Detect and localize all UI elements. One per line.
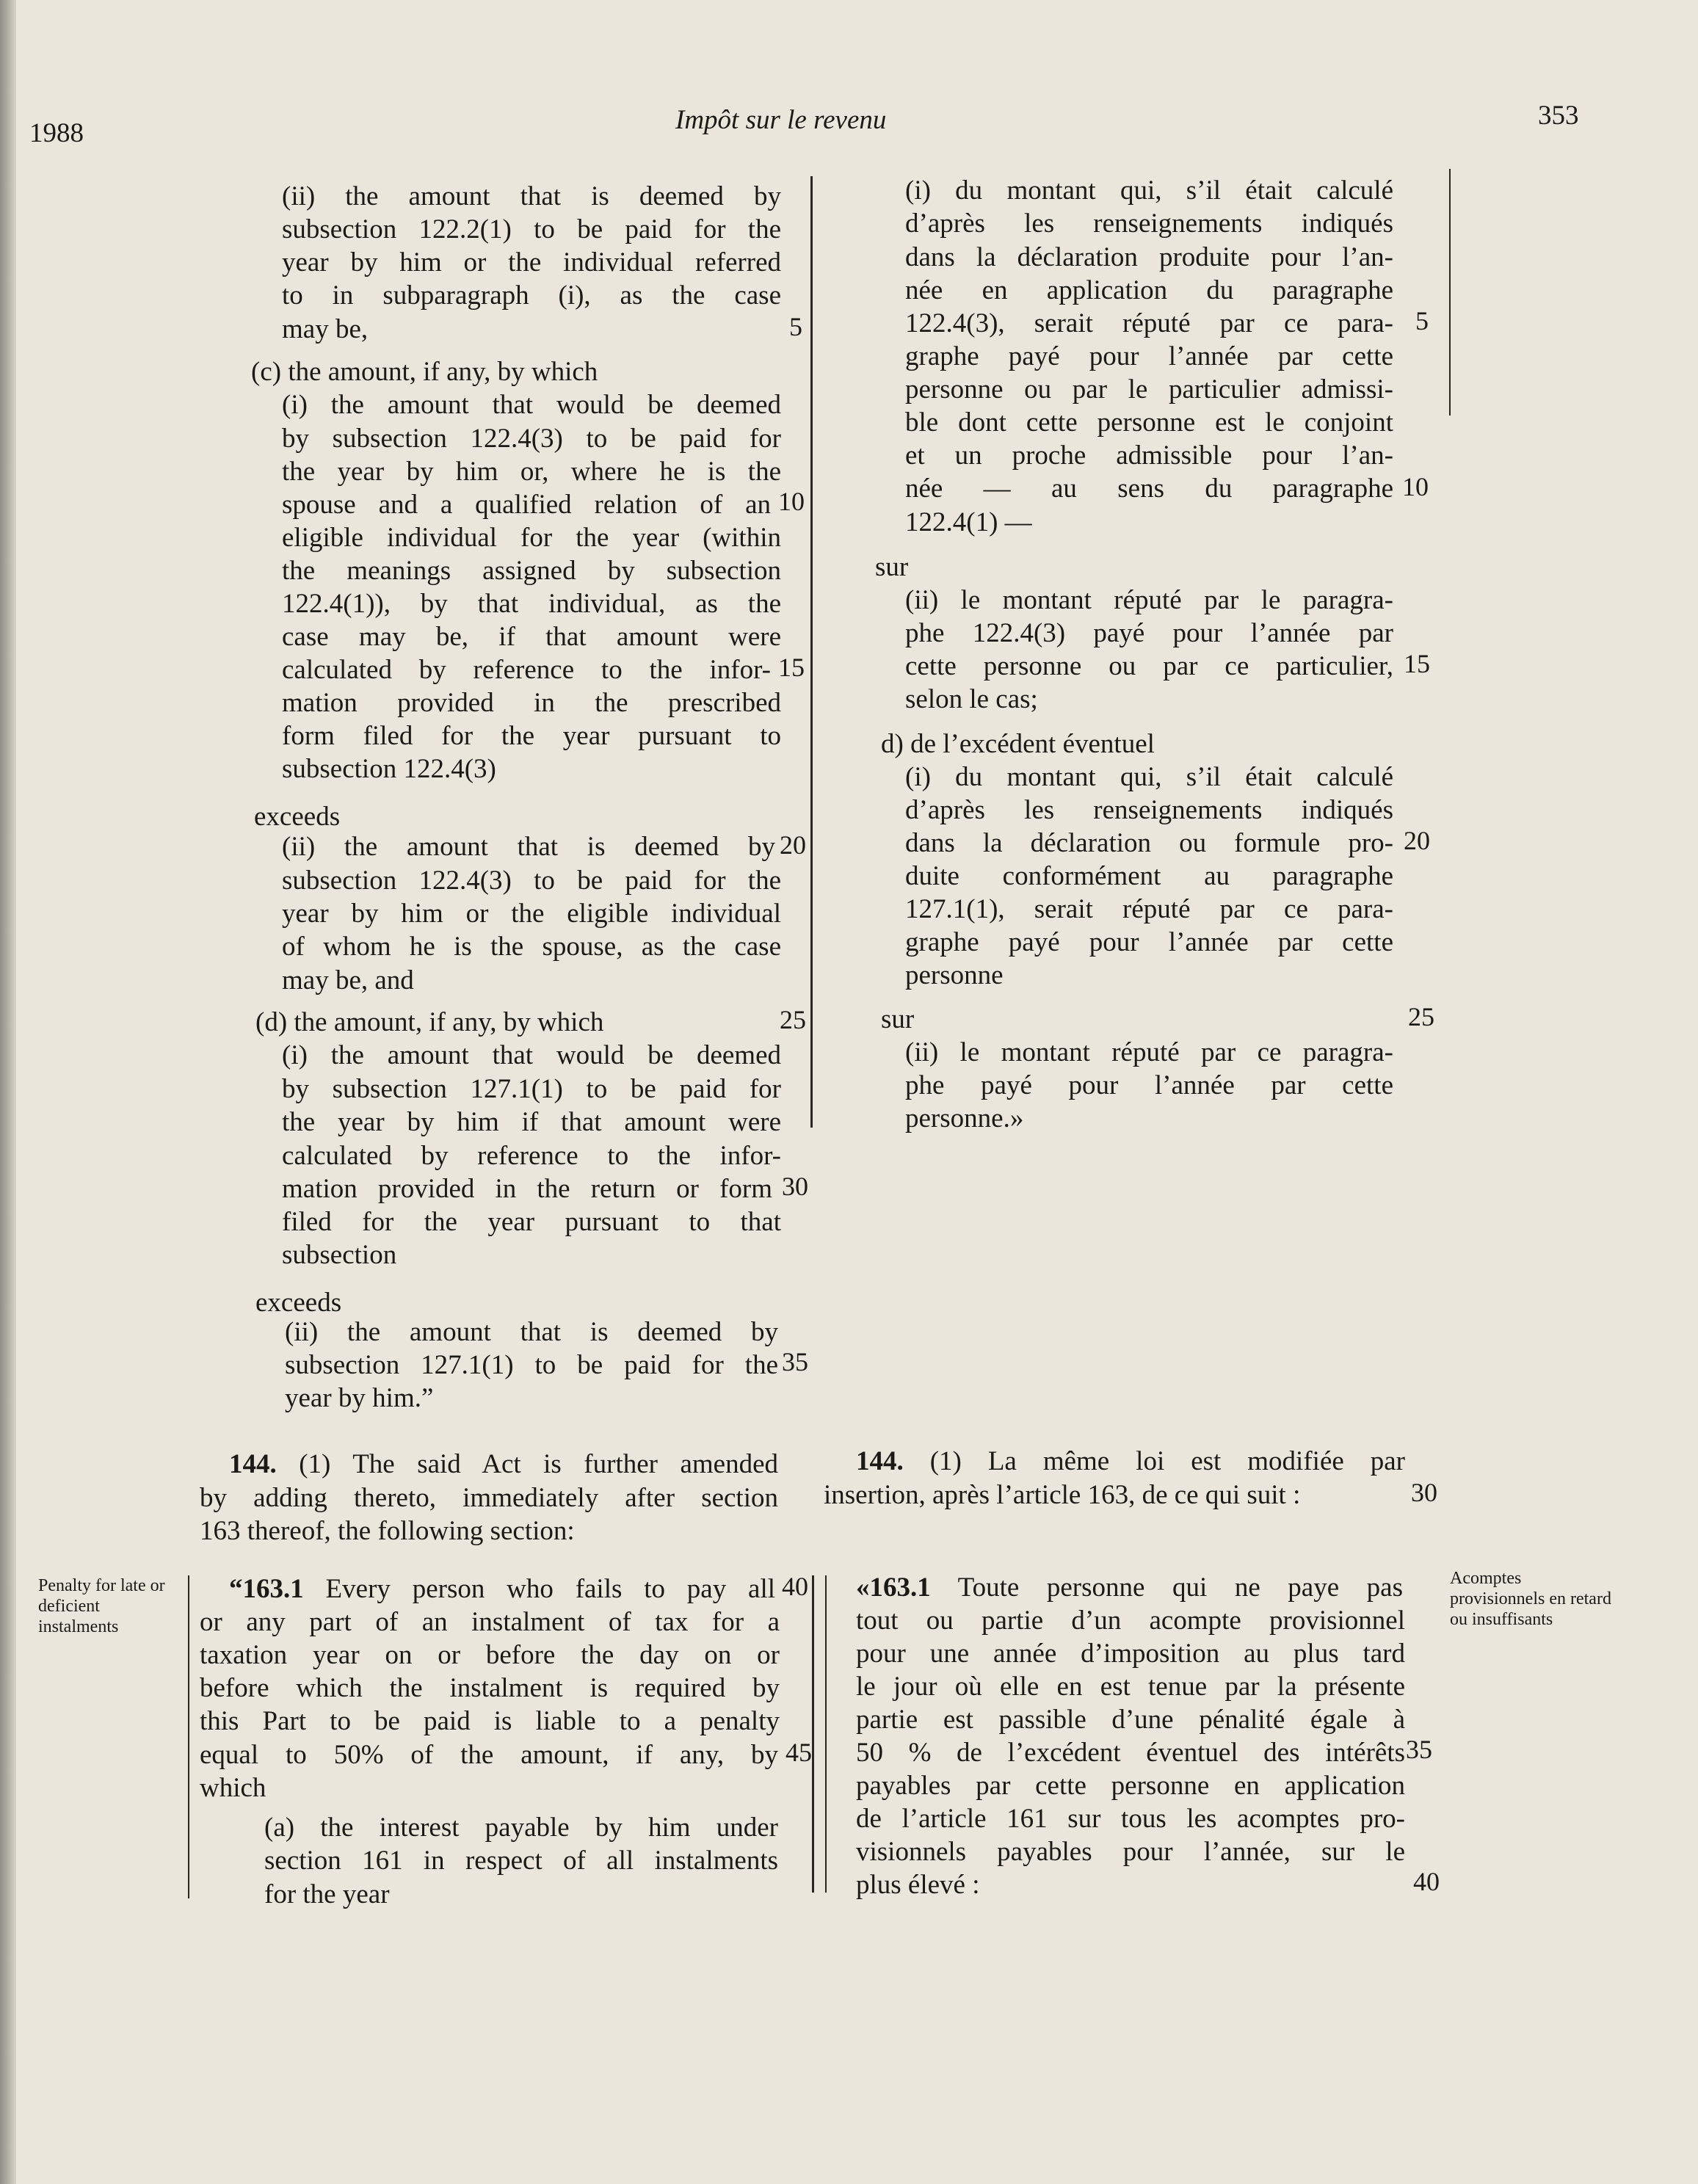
fr-section-144-heading — [856, 1445, 1405, 1479]
en-exceeds: exceeds — [254, 802, 341, 832]
fr-line: née en application du paragraphe — [905, 275, 1393, 305]
en-line: 163 thereof, the following section: — [200, 1516, 575, 1546]
fr-line: (ii) le montant réputé par ce paragra- — [905, 1037, 1393, 1067]
header-page-number: 353 — [1538, 101, 1579, 131]
en-line: by subsection 127.1(1) to be paid for — [282, 1074, 781, 1104]
fr-line-number: 5 — [1415, 306, 1429, 335]
en-para-a-line: section 161 in respect of all instalments — [264, 1846, 778, 1876]
en-line: subsection 127.1(1) to be paid for the — [285, 1350, 778, 1380]
en-line: the year by him if that amount were — [282, 1107, 781, 1137]
en-line: may be, — [282, 314, 369, 344]
en-line-number: 10 — [778, 487, 805, 516]
fr-line-number: 30 — [1411, 1478, 1437, 1507]
fr-line: d’après les renseignements indiqués — [905, 795, 1393, 825]
fr-line-number: 20 — [1404, 826, 1430, 855]
en-line: the meanings assigned by subsection — [282, 556, 781, 586]
fr-line: (i) du montant qui, s’il était calculé — [905, 175, 1393, 206]
fr-line: 122.4(1) — — [905, 507, 1032, 537]
en-line: by subsection 122.4(3) to be paid for — [282, 424, 781, 454]
fr-line: graphe payé pour l’année par cette — [905, 341, 1393, 371]
fr-line: phe payé pour l’année par cette — [905, 1070, 1393, 1100]
en-line: subsection 122.4(3) to be paid for the — [282, 866, 781, 896]
en-line: subsection 122.4(3) — [282, 754, 496, 784]
en-line: the year by him or, where he is the — [282, 457, 781, 487]
en-line: by adding thereto, immediately after section — [200, 1483, 778, 1513]
fr-line: visionnels payables pour l’année, sur le — [856, 1837, 1405, 1867]
fr-line: 50 % de l’excédent éventuel des intérêts — [856, 1738, 1405, 1768]
fr-line-number: 15 — [1404, 649, 1430, 678]
fr-para-d: d) de l’excédent éventuel — [881, 729, 1155, 759]
en-section-163-1-heading — [229, 1572, 775, 1606]
fr-line: dans la déclaration ou formule pro- — [905, 828, 1393, 858]
en-line: (ii) the amount that is deemed by — [282, 181, 781, 211]
en-section-163-1-text: Every person who fails to pay all — [303, 1574, 775, 1604]
en-line: mation provided in the return or form — [282, 1174, 772, 1204]
en-line-number: 30 — [782, 1172, 808, 1201]
fr-line: cette personne ou par ce particulier, — [905, 651, 1393, 681]
header-title: Impôt sur le revenu — [675, 105, 887, 135]
margin-rule — [188, 1575, 189, 1898]
header-year: 1988 — [29, 118, 84, 148]
fr-line: tout ou partie d’un acompte provisionnel — [856, 1606, 1405, 1636]
en-section-144-number: 144. — [229, 1449, 277, 1479]
en-line: to in subparagraph (i), as the case — [282, 280, 781, 311]
fr-section-163-1-heading — [856, 1571, 1403, 1605]
en-line: this Part to be paid is liable to a penalty — [200, 1706, 780, 1736]
en-section-144-heading — [229, 1448, 778, 1481]
en-line: filed for the year pursuant to that — [282, 1207, 781, 1237]
fr-line: pour une année d’imposition au plus tard — [856, 1639, 1405, 1669]
fr-line: dans la déclaration produite pour l’an- — [905, 242, 1393, 272]
fr-line: ble dont cette personne est le conjoint — [905, 407, 1393, 438]
en-line: may be, and — [282, 965, 414, 995]
margin-rule — [825, 1575, 827, 1893]
fr-line: payables par cette personne en application — [856, 1771, 1405, 1801]
en-line: mation provided in the prescribed — [282, 688, 781, 718]
en-line: eligible individual for the year (within — [282, 523, 781, 553]
fr-section-144-number: 144. — [856, 1446, 904, 1476]
column-divider-rule — [812, 1575, 814, 1893]
en-line: calculated by reference to the infor- — [282, 1141, 781, 1171]
fr-line: personne ou par le particulier admissi- — [905, 374, 1393, 404]
fr-line: insertion, après l’article 163, de ce qui suit : — [824, 1480, 1301, 1510]
en-section-144-text: (1) The said Act is further amended — [276, 1449, 778, 1479]
column-divider-rule — [810, 176, 813, 1128]
fr-sur: sur — [875, 552, 909, 582]
fr-line-number: 40 — [1413, 1867, 1440, 1896]
en-line: year by him or the individual referred — [282, 247, 781, 277]
fr-sur: sur — [881, 1004, 915, 1034]
fr-line: le jour où elle en est tenue par la présente — [856, 1672, 1405, 1702]
fr-line: d’après les renseignements indiqués — [905, 208, 1393, 239]
en-line: (i) the amount that would be deemed — [282, 390, 781, 420]
en-para-d: (d) the amount, if any, by which — [255, 1007, 604, 1037]
fr-line-number: 10 — [1402, 472, 1429, 501]
fr-line: (ii) le montant réputé par le paragra- — [905, 585, 1393, 615]
en-line: (i) the amount that would be deemed — [282, 1040, 781, 1070]
en-line: (ii) the amount that is deemed by — [282, 832, 775, 862]
en-line: case may be, if that amount were — [282, 622, 781, 652]
en-margin-note: Penalty for late or deficient instalments — [38, 1576, 165, 1636]
en-line: (ii) the amount that is deemed by — [285, 1317, 778, 1347]
en-line-number: 40 — [782, 1572, 808, 1601]
fr-line: duite conformément au paragraphe — [905, 861, 1393, 891]
en-line: year by him.” — [285, 1383, 434, 1413]
fr-line: (i) du montant qui, s’il était calculé — [905, 762, 1393, 792]
margin-rule — [1449, 169, 1451, 416]
fr-line-number: 35 — [1406, 1735, 1432, 1764]
en-line-number: 15 — [778, 653, 805, 682]
fr-line: phe 122.4(3) payé pour l’année par — [905, 618, 1393, 648]
en-line: or any part of an instalment of tax for a — [200, 1607, 780, 1637]
en-para-a-line: for the year — [264, 1879, 390, 1909]
en-exceeds: exceeds — [255, 1288, 342, 1318]
fr-line: personne — [905, 960, 1004, 990]
fr-section-163-1-text: Toute personne qui ne paye pas — [930, 1572, 1403, 1603]
fr-line: partie est passible d’une pénalité égale à — [856, 1705, 1405, 1735]
page-edge-shadow — [0, 0, 16, 2184]
fr-line: 122.4(3), serait réputé par ce para- — [905, 308, 1393, 338]
en-para-c: (c) the amount, if any, by which — [251, 357, 598, 387]
fr-line: et un proche admissible pour l’an- — [905, 440, 1393, 471]
fr-line-number: 25 — [1408, 1002, 1434, 1031]
fr-line: personne.» — [905, 1103, 1024, 1133]
en-line: before which the instalment is required by — [200, 1673, 780, 1703]
fr-line: graphe payé pour l’année par cette — [905, 927, 1393, 957]
en-line: calculated by reference to the infor- — [282, 655, 771, 685]
fr-line: 127.1(1), serait réputé par ce para- — [905, 894, 1393, 924]
en-line: of whom he is the spouse, as the case — [282, 932, 781, 962]
en-para-a-line: (a) the interest payable by him under — [264, 1813, 778, 1843]
en-line: equal to 50% of the amount, if any, by — [200, 1740, 778, 1770]
fr-line: selon le cas; — [905, 684, 1038, 714]
fr-margin-note: Acomptes provisionnels en retard ou insuffisants — [1450, 1569, 1611, 1629]
en-line-number: 5 — [789, 312, 802, 341]
fr-line: née — au sens du paragraphe — [905, 474, 1393, 504]
en-line-number: 25 — [780, 1005, 806, 1034]
en-line: subsection — [282, 1240, 397, 1270]
en-line: 122.4(1)), by that individual, as the — [282, 589, 781, 619]
en-line: taxation year on or before the day on or — [200, 1640, 780, 1670]
en-line-number: 45 — [785, 1738, 812, 1767]
fr-line: plus élevé : — [856, 1870, 980, 1900]
en-section-163-1-number: “163.1 — [229, 1574, 304, 1604]
en-line: year by him or the eligible individual — [282, 899, 781, 929]
fr-section-163-1-number: «163.1 — [856, 1572, 931, 1603]
en-line-number: 20 — [780, 830, 806, 860]
fr-section-144-text: (1) La même loi est modifiée par — [903, 1446, 1405, 1476]
en-line: form filed for the year pursuant to — [282, 721, 781, 751]
en-line: spouse and a qualified relation of an — [282, 490, 771, 520]
en-line-number: 35 — [782, 1347, 808, 1376]
en-line: subsection 122.2(1) to be paid for the — [282, 214, 781, 244]
fr-line: de l’article 161 sur tous les acomptes pro- — [856, 1804, 1405, 1834]
en-line: which — [200, 1773, 266, 1803]
